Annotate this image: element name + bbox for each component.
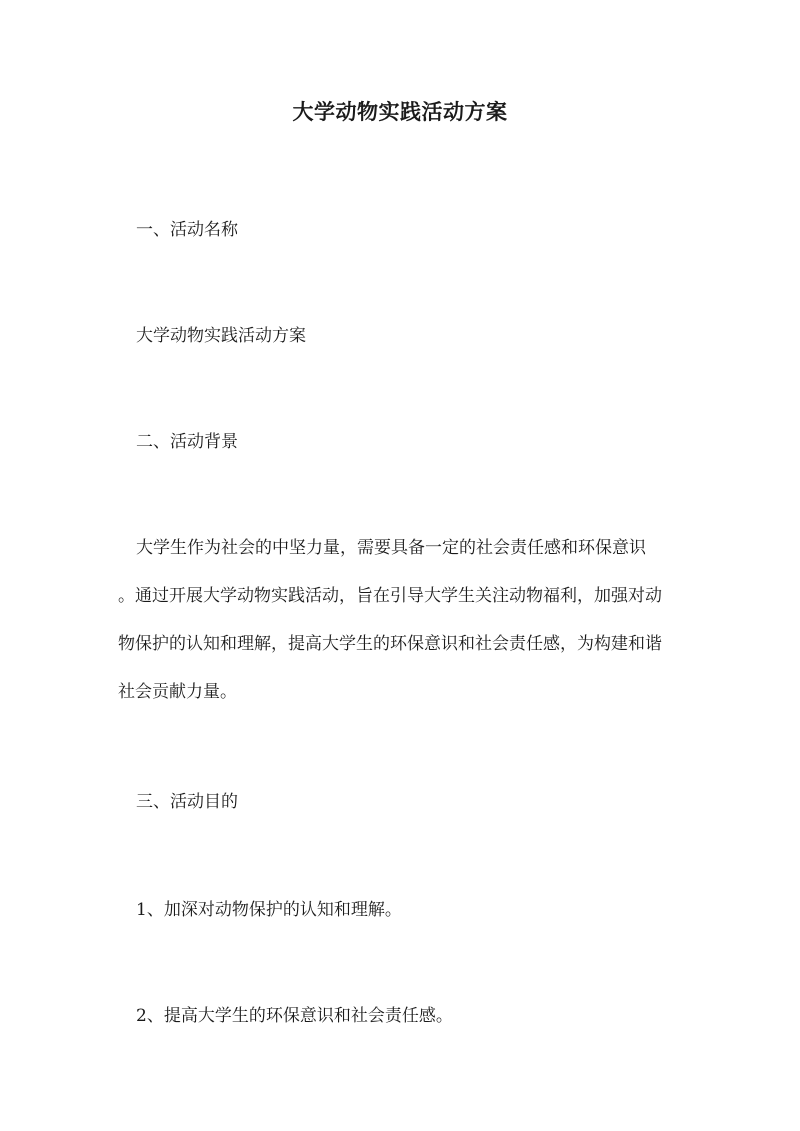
section-heading-background: 二、活动背景 <box>136 432 238 452</box>
document-title: 大学动物实践活动方案 <box>292 99 508 124</box>
activity-name-text: 大学动物实践活动方案 <box>136 326 306 346</box>
paragraph-line: 物保护的认知和理解，提高大学生的环保意识和社会责任感，为构建和谐 <box>118 634 662 654</box>
paragraph-line: 。通过开展大学动物实践活动，旨在引导大学生关注动物福利，加强对动 <box>118 586 662 606</box>
purpose-item: 2、提高大学生的环保意识和社会责任感。 <box>136 1006 453 1026</box>
section-heading-purpose: 三、活动目的 <box>136 792 238 812</box>
section-heading-name: 一、活动名称 <box>136 220 238 240</box>
purpose-item: 1、加深对动物保护的认知和理解。 <box>136 900 402 920</box>
background-paragraph <box>118 524 718 716</box>
paragraph-line: 社会贡献力量。 <box>118 682 237 702</box>
paragraph-line: 大学生作为社会的中坚力量，需要具备一定的社会责任感和环保意识 <box>136 538 646 558</box>
